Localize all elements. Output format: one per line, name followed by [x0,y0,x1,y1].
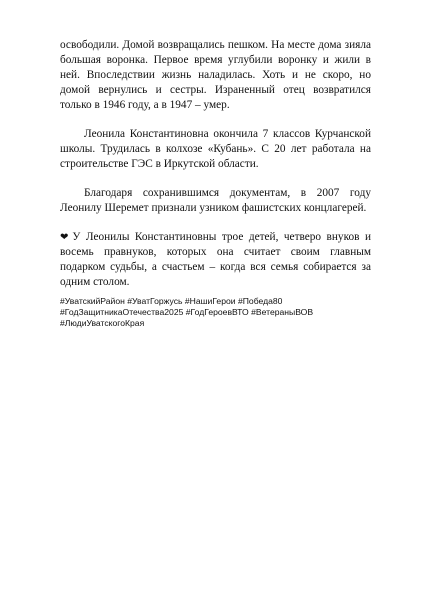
hashtag[interactable]: #ГодГероевВТО [185,307,249,317]
paragraph-4-text: У Леонилы Константиновны трое детей, четверо внуков и восемь правнуков, которых она считает своим главным подарком судьбы, а счастьем – когда вся семья собирается за одним столом. [60,231,371,288]
hashtag[interactable]: #УватГоржусь [127,296,183,306]
paragraph-1: освободили. Домой возвращались пешком. На месте дома зияла большая воронка. Первое время углубили воронку и жили в ней. Впоследствии жизнь наладилась. Хоть и не скоро, но домой вернулись и сестры. Израненный отец возвратился только в 1946 году, а в 1947 – умер. [60,39,371,111]
document-page [60,38,371,329]
paragraph-2: Леонила Константиновна окончила 7 классов Курчанской школы. Трудилась в колхозе «Кубань». С 20 лет работала на строительстве ГЭС в Иркутской области. [60,128,371,170]
hashtag[interactable]: #ЛюдиУватскогоКрая [60,318,145,328]
hashtag[interactable]: #Победа80 [237,296,283,306]
hashtag[interactable]: #УватскийРайон [60,296,125,306]
paragraph-4 [60,230,371,290]
hashtag[interactable]: #ГодЗащитникаОтечества2025 [60,307,184,317]
hashtag[interactable]: #ВетераныВОВ [251,307,314,317]
paragraph-3: Благодаря сохранившимся документам, в 2007 году Леонилу Шеремет признали узником фашистских концлагерей. [60,187,371,214]
hashtags [60,296,371,329]
heart-icon: ❤ [60,232,69,243]
hashtag[interactable]: #НашиГерои [184,296,236,306]
